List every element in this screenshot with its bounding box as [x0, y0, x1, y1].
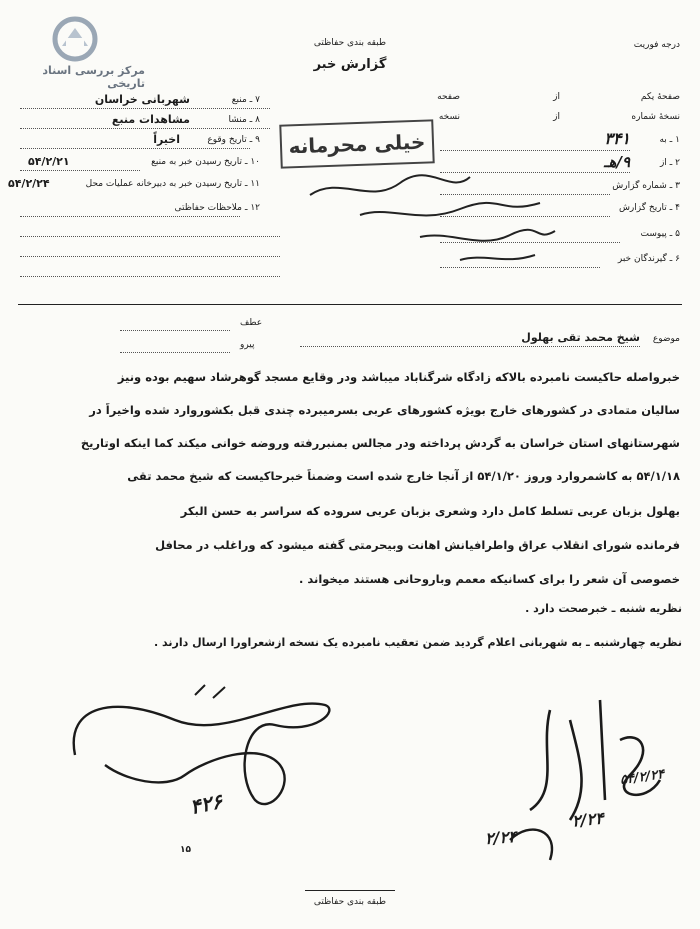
small-mark: ۱۵	[180, 845, 191, 855]
field-origin-value: مشاهدات منبع	[111, 113, 190, 126]
note-saturday: نظریه شنبه ـ خبرصحت دارد .	[525, 602, 682, 615]
body-line: خبرواصله حاکیست نامبرده بالاکه زادگاه شرگناباد میباشد ودر وقایع مسجد گوهرشاد سهیم بوده ونیز	[117, 370, 680, 384]
field-occurrence-label: ۹ ـ تاریخ وقوع	[207, 135, 260, 145]
field-report-number-label: ۳ ـ شماره گزارش	[612, 181, 680, 191]
body-line: فرمانده شورای انقلاب عراق واطرافیانش اهانت وبیحرمتی گفته میشود که وراغلب در محافل	[155, 538, 680, 552]
copy-number-mid: از	[553, 112, 560, 122]
handwritten-date: ۲/۲۴	[484, 826, 518, 849]
archive-logo-icon	[52, 16, 98, 62]
field-from-value: ۹/هـ	[604, 153, 630, 171]
field-to-value: ۳۴۱	[604, 129, 630, 148]
handwritten-date: ۵۴/۲/۲۴	[619, 766, 666, 789]
field-report-date-label: ۴ ـ تاریخ گزارش	[618, 203, 680, 213]
footer-rule	[305, 890, 395, 891]
header-divider	[18, 304, 682, 305]
priority-label: درجه فوریت	[633, 40, 680, 50]
field-source-value: شهربانی خراسان	[94, 93, 190, 106]
page-count-mid: از	[553, 92, 560, 102]
field-source-label: ۷ ـ منبع	[231, 95, 260, 105]
atf-label: عطف	[240, 318, 263, 328]
field-security-label: ۱۲ ـ ملاحظات حفاظتی	[174, 203, 260, 213]
field-to-label: ۱ ـ به	[659, 135, 680, 145]
classification-top: طبقه بندی حفاظتی	[313, 38, 387, 48]
copy-number-label: نسخهٔ شماره	[631, 112, 680, 122]
field-occurrence-value: اخیراً	[153, 133, 180, 146]
body-line: خصوصی آن شعر را برای کسانیکه معمم وباروحانی هستند میخواند .	[299, 572, 680, 586]
body-line: بهلول بزبان عربی تسلط کامل دارد وشعری بزبان عربی سروده که سراسر به حسن البکر	[180, 504, 680, 518]
subject-value: شیخ محمد تقی بهلول	[521, 331, 640, 344]
body-line: سالیان متمادی در کشورهای خارج بویژه کشورهای عربی بسرمیبرده چندی قبل بکشوروارد شده واخیراً در	[89, 403, 680, 417]
field-received-source-label: ۱۰ ـ تاریخ رسیدن خبر به منبع	[151, 157, 260, 167]
field-attachment-label: ۵ ـ پیوست	[640, 229, 680, 239]
classification-bottom: طبقه بندی حفاظتی	[313, 897, 387, 907]
field-received-office-value: ۵۴/۲/۲۴	[8, 177, 50, 190]
page-count-label: صفحهٔ یکم	[640, 92, 680, 102]
copy-number-end: نسخه	[438, 112, 460, 122]
field-received-source-value: ۵۴/۲/۲۱	[28, 155, 70, 168]
field-origin-label: ۸ ـ منشا	[228, 115, 260, 125]
note-wednesday: نظریه چهارشنبه ـ به شهربانی اعلام گردید ضمن تعقیب نامبرده یک نسخه ازشعراورا ارسال دارند .	[154, 636, 682, 649]
handwritten-date: ۲/۲۴	[571, 808, 605, 831]
handwritten-number: ۴۲۶	[187, 788, 225, 820]
page-count-end: صفحه	[437, 92, 460, 102]
field-recipients-label: ۶ ـ گیرندگان خبر	[617, 254, 680, 264]
page-title: گزارش خبر	[313, 57, 387, 72]
field-received-office-label: ۱۱ ـ تاریخ رسیدن خبر به دبیرخانه عملیات محل	[85, 179, 260, 189]
watermark-text: مرکز بررسی اسناد تاریخی	[42, 64, 145, 90]
peyro-label: پیرو	[240, 340, 255, 350]
subject-label: موضوع	[652, 334, 680, 344]
body-line: شهرستانهای استان خراسان به گردش پرداخته ودر مجالس بمنبررفته وروضه خوانی میکند کما اینکه اوتاریخ	[80, 436, 680, 450]
header-handwriting-icon	[300, 165, 560, 275]
secret-stamp: خیلی محرمانه	[279, 119, 434, 168]
field-from-label: ۲ ـ از	[659, 158, 680, 168]
body-line: ۵۴/۱/۱۸ به کاشمروارد وروز ۵۴/۱/۲۰ از آنجا خارج شده است وضمناً خبرحاکیست که شیخ محمد تقی	[127, 469, 680, 483]
